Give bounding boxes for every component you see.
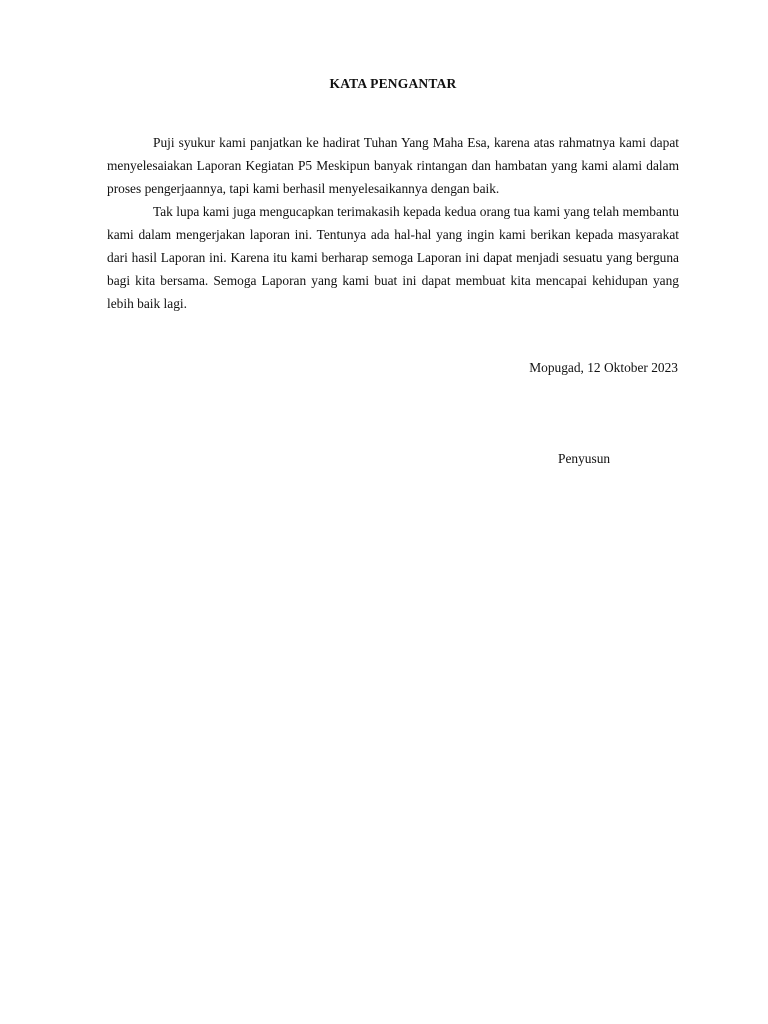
body-text <box>107 131 679 315</box>
page-title: KATA PENGANTAR <box>329 76 457 91</box>
paragraph-thanks: Tak lupa kami juga mengucapkan terimakasih kepada kedua orang tua kami yang telah membantu kami dalam mengerjakan laporan ini. Tentunya ada hal-hal yang ingin kami berikan kepada masyarakat dari hasil Laporan ini. Karena itu kami berharap semoga Laporan ini dapat menjadi sesuatu yang berguna bagi kita bersama. Semoga Laporan yang kami buat ini dapat membuat kita mencapai kehidupan yang lebih baik lagi. <box>107 204 679 311</box>
signer-label: Penyusun <box>558 451 611 466</box>
place-date: Mopugad, 12 Oktober 2023 <box>529 360 678 375</box>
paragraph-gratitude: Puji syukur kami panjatkan ke hadirat Tuhan Yang Maha Esa, karena atas rahmatnya kami dapat menyelesaiakan Laporan Kegiatan P5 Meskipun banyak rintangan dan hambatan yang kami alami dalam proses pengerjaannya, tapi kami berhasil menyelesaikannya dengan baik. <box>107 135 679 196</box>
